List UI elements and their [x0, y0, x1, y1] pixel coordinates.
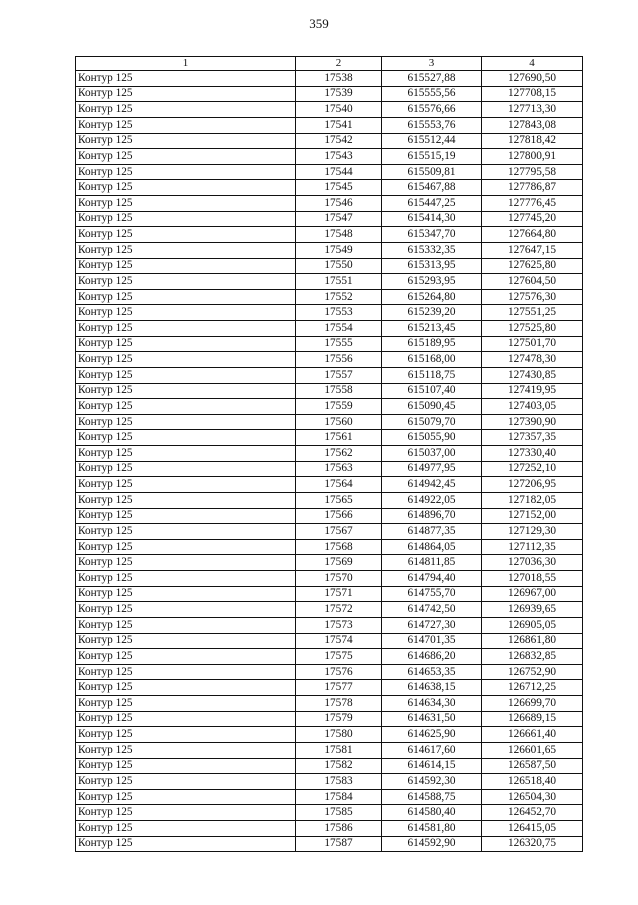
table-row [76, 711, 583, 727]
contour-name-cell: Контур 125 [76, 446, 296, 462]
contour-name-cell: Контур 125 [76, 86, 296, 102]
x-coordinate-cell: 614631,50 [382, 711, 482, 727]
y-coordinate-cell: 126587,50 [482, 758, 583, 774]
table-row [76, 336, 583, 352]
contour-name-cell: Контур 125 [76, 836, 296, 852]
x-coordinate-cell: 614742,50 [382, 602, 482, 618]
x-coordinate-cell: 615189,95 [382, 336, 482, 352]
y-coordinate-cell: 126905,05 [482, 617, 583, 633]
contour-name-cell: Контур 125 [76, 711, 296, 727]
x-coordinate-cell: 614977,95 [382, 461, 482, 477]
x-coordinate-cell: 615090,45 [382, 399, 482, 415]
point-number-cell: 17572 [296, 602, 382, 618]
contour-name-cell: Контур 125 [76, 727, 296, 743]
table-row [76, 508, 583, 524]
y-coordinate-cell: 127551,25 [482, 305, 583, 321]
y-coordinate-cell: 126939,65 [482, 602, 583, 618]
y-coordinate-cell: 127576,30 [482, 289, 583, 305]
y-coordinate-cell: 126504,30 [482, 789, 583, 805]
table-row [76, 117, 583, 133]
point-number-cell: 17559 [296, 399, 382, 415]
x-coordinate-cell: 615168,00 [382, 352, 482, 368]
x-coordinate-cell: 614634,30 [382, 696, 482, 712]
contour-name-cell: Контур 125 [76, 789, 296, 805]
point-number-cell: 17539 [296, 86, 382, 102]
point-number-cell: 17545 [296, 180, 382, 196]
contour-name-cell: Контур 125 [76, 602, 296, 618]
point-number-cell: 17548 [296, 227, 382, 243]
table-row [76, 211, 583, 227]
y-coordinate-cell: 127036,30 [482, 555, 583, 571]
contour-name-cell: Контур 125 [76, 805, 296, 821]
contour-name-cell: Контур 125 [76, 492, 296, 508]
y-coordinate-cell: 127818,42 [482, 133, 583, 149]
y-coordinate-cell: 127800,91 [482, 149, 583, 165]
x-coordinate-cell: 614592,90 [382, 836, 482, 852]
table-row [76, 352, 583, 368]
x-coordinate-cell: 615107,40 [382, 383, 482, 399]
table-row [76, 461, 583, 477]
x-coordinate-cell: 615414,30 [382, 211, 482, 227]
y-coordinate-cell: 127713,30 [482, 102, 583, 118]
table-row [76, 602, 583, 618]
point-number-cell: 17586 [296, 821, 382, 837]
x-coordinate-cell: 615313,95 [382, 258, 482, 274]
y-coordinate-cell: 127745,20 [482, 211, 583, 227]
x-coordinate-cell: 614922,05 [382, 492, 482, 508]
point-number-cell: 17555 [296, 336, 382, 352]
x-coordinate-cell: 615239,20 [382, 305, 482, 321]
x-coordinate-cell: 614794,40 [382, 571, 482, 587]
y-coordinate-cell: 127182,05 [482, 492, 583, 508]
point-number-cell: 17584 [296, 789, 382, 805]
table-row [76, 539, 583, 555]
x-coordinate-cell: 615213,45 [382, 321, 482, 337]
table-row [76, 321, 583, 337]
x-coordinate-cell: 615576,66 [382, 102, 482, 118]
point-number-cell: 17541 [296, 117, 382, 133]
point-number-cell: 17551 [296, 274, 382, 290]
contour-name-cell: Контур 125 [76, 696, 296, 712]
table-row [76, 492, 583, 508]
point-number-cell: 17549 [296, 242, 382, 258]
table-row [76, 696, 583, 712]
table-row [76, 164, 583, 180]
x-coordinate-cell: 615515,19 [382, 149, 482, 165]
point-number-cell: 17581 [296, 742, 382, 758]
contour-name-cell: Контур 125 [76, 758, 296, 774]
y-coordinate-cell: 126518,40 [482, 774, 583, 790]
x-coordinate-cell: 615332,35 [382, 242, 482, 258]
contour-name-cell: Контур 125 [76, 430, 296, 446]
x-coordinate-cell: 615293,95 [382, 274, 482, 290]
point-number-cell: 17570 [296, 571, 382, 587]
point-number-cell: 17554 [296, 321, 382, 337]
contour-name-cell: Контур 125 [76, 258, 296, 274]
y-coordinate-cell: 127786,87 [482, 180, 583, 196]
table-row [76, 305, 583, 321]
table-row [76, 180, 583, 196]
point-number-cell: 17582 [296, 758, 382, 774]
contour-name-cell: Контур 125 [76, 321, 296, 337]
table-row [76, 86, 583, 102]
coordinates-table [75, 56, 583, 852]
page-number: 359 [309, 16, 329, 31]
x-coordinate-cell: 614625,90 [382, 727, 482, 743]
x-coordinate-cell: 615055,90 [382, 430, 482, 446]
x-coordinate-cell: 614614,15 [382, 758, 482, 774]
table-row [76, 227, 583, 243]
point-number-cell: 17538 [296, 71, 382, 87]
column-header: 3 [382, 57, 482, 71]
table-row [76, 586, 583, 602]
y-coordinate-cell: 127625,80 [482, 258, 583, 274]
point-number-cell: 17560 [296, 414, 382, 430]
x-coordinate-cell: 614811,85 [382, 555, 482, 571]
x-coordinate-cell: 614896,70 [382, 508, 482, 524]
contour-name-cell: Контур 125 [76, 742, 296, 758]
point-number-cell: 17540 [296, 102, 382, 118]
contour-name-cell: Контур 125 [76, 461, 296, 477]
y-coordinate-cell: 127129,30 [482, 524, 583, 540]
table-row [76, 789, 583, 805]
x-coordinate-cell: 615264,80 [382, 289, 482, 305]
point-number-cell: 17574 [296, 633, 382, 649]
point-number-cell: 17575 [296, 649, 382, 665]
point-number-cell: 17553 [296, 305, 382, 321]
table-row [76, 836, 583, 852]
contour-name-cell: Контур 125 [76, 149, 296, 165]
table-row [76, 414, 583, 430]
table-row [76, 71, 583, 87]
point-number-cell: 17562 [296, 446, 382, 462]
point-number-cell: 17550 [296, 258, 382, 274]
x-coordinate-cell: 615347,70 [382, 227, 482, 243]
x-coordinate-cell: 614581,80 [382, 821, 482, 837]
contour-name-cell: Контур 125 [76, 305, 296, 321]
table-row [76, 742, 583, 758]
x-coordinate-cell: 615527,88 [382, 71, 482, 87]
point-number-cell: 17569 [296, 555, 382, 571]
x-coordinate-cell: 614877,35 [382, 524, 482, 540]
x-coordinate-cell: 614864,05 [382, 539, 482, 555]
y-coordinate-cell: 126415,05 [482, 821, 583, 837]
x-coordinate-cell: 615079,70 [382, 414, 482, 430]
y-coordinate-cell: 126752,90 [482, 664, 583, 680]
point-number-cell: 17542 [296, 133, 382, 149]
x-coordinate-cell: 615037,00 [382, 446, 482, 462]
table-row [76, 727, 583, 743]
point-number-cell: 17563 [296, 461, 382, 477]
table-row [76, 477, 583, 493]
point-number-cell: 17578 [296, 696, 382, 712]
y-coordinate-cell: 126699,70 [482, 696, 583, 712]
table-row [76, 383, 583, 399]
contour-name-cell: Контур 125 [76, 399, 296, 415]
contour-name-cell: Контур 125 [76, 649, 296, 665]
y-coordinate-cell: 127419,95 [482, 383, 583, 399]
y-coordinate-cell: 127018,55 [482, 571, 583, 587]
y-coordinate-cell: 127252,10 [482, 461, 583, 477]
x-coordinate-cell: 614942,45 [382, 477, 482, 493]
contour-name-cell: Контур 125 [76, 102, 296, 118]
contour-name-cell: Контур 125 [76, 383, 296, 399]
point-number-cell: 17544 [296, 164, 382, 180]
x-coordinate-cell: 615509,81 [382, 164, 482, 180]
contour-name-cell: Контур 125 [76, 539, 296, 555]
point-number-cell: 17577 [296, 680, 382, 696]
x-coordinate-cell: 614592,30 [382, 774, 482, 790]
y-coordinate-cell: 127403,05 [482, 399, 583, 415]
table-header-row [76, 57, 583, 71]
y-coordinate-cell: 127843,08 [482, 117, 583, 133]
point-number-cell: 17565 [296, 492, 382, 508]
y-coordinate-cell: 126601,65 [482, 742, 583, 758]
table-row [76, 821, 583, 837]
point-number-cell: 17583 [296, 774, 382, 790]
y-coordinate-cell: 126689,15 [482, 711, 583, 727]
contour-name-cell: Контур 125 [76, 242, 296, 258]
y-coordinate-cell: 127690,50 [482, 71, 583, 87]
contour-name-cell: Контур 125 [76, 821, 296, 837]
y-coordinate-cell: 126661,40 [482, 727, 583, 743]
y-coordinate-cell: 127604,50 [482, 274, 583, 290]
y-coordinate-cell: 126320,75 [482, 836, 583, 852]
y-coordinate-cell: 126452,70 [482, 805, 583, 821]
column-header: 4 [482, 57, 583, 71]
table-row [76, 149, 583, 165]
contour-name-cell: Контур 125 [76, 571, 296, 587]
contour-name-cell: Контур 125 [76, 664, 296, 680]
contour-name-cell: Контур 125 [76, 508, 296, 524]
table-row [76, 399, 583, 415]
point-number-cell: 17547 [296, 211, 382, 227]
table-row [76, 289, 583, 305]
table-row [76, 258, 583, 274]
point-number-cell: 17567 [296, 524, 382, 540]
contour-name-cell: Контур 125 [76, 633, 296, 649]
contour-name-cell: Контур 125 [76, 211, 296, 227]
point-number-cell: 17571 [296, 586, 382, 602]
contour-name-cell: Контур 125 [76, 477, 296, 493]
point-number-cell: 17543 [296, 149, 382, 165]
y-coordinate-cell: 127430,85 [482, 367, 583, 383]
table-row [76, 774, 583, 790]
y-coordinate-cell: 127708,15 [482, 86, 583, 102]
point-number-cell: 17546 [296, 196, 382, 212]
table-row [76, 524, 583, 540]
table-row [76, 446, 583, 462]
contour-name-cell: Контур 125 [76, 133, 296, 149]
y-coordinate-cell: 127112,35 [482, 539, 583, 555]
point-number-cell: 17585 [296, 805, 382, 821]
y-coordinate-cell: 127525,80 [482, 321, 583, 337]
contour-name-cell: Контур 125 [76, 180, 296, 196]
y-coordinate-cell: 127206,95 [482, 477, 583, 493]
y-coordinate-cell: 127795,58 [482, 164, 583, 180]
point-number-cell: 17573 [296, 617, 382, 633]
point-number-cell: 17557 [296, 367, 382, 383]
y-coordinate-cell: 126712,25 [482, 680, 583, 696]
contour-name-cell: Контур 125 [76, 680, 296, 696]
table-row [76, 430, 583, 446]
y-coordinate-cell: 126861,80 [482, 633, 583, 649]
x-coordinate-cell: 614653,35 [382, 664, 482, 680]
point-number-cell: 17576 [296, 664, 382, 680]
contour-name-cell: Контур 125 [76, 227, 296, 243]
point-number-cell: 17566 [296, 508, 382, 524]
point-number-cell: 17568 [296, 539, 382, 555]
x-coordinate-cell: 614686,20 [382, 649, 482, 665]
table-row [76, 633, 583, 649]
table-row [76, 133, 583, 149]
point-number-cell: 17580 [296, 727, 382, 743]
contour-name-cell: Контур 125 [76, 71, 296, 87]
y-coordinate-cell: 127776,45 [482, 196, 583, 212]
y-coordinate-cell: 126967,00 [482, 586, 583, 602]
column-header: 1 [76, 57, 296, 71]
table-row [76, 196, 583, 212]
contour-name-cell: Контур 125 [76, 117, 296, 133]
table-row [76, 102, 583, 118]
table-row [76, 758, 583, 774]
contour-name-cell: Контур 125 [76, 164, 296, 180]
contour-name-cell: Контур 125 [76, 774, 296, 790]
table-row [76, 367, 583, 383]
y-coordinate-cell: 127390,90 [482, 414, 583, 430]
y-coordinate-cell: 127501,70 [482, 336, 583, 352]
x-coordinate-cell: 614580,40 [382, 805, 482, 821]
contour-name-cell: Контур 125 [76, 196, 296, 212]
contour-name-cell: Контур 125 [76, 555, 296, 571]
x-coordinate-cell: 614701,35 [382, 633, 482, 649]
contour-name-cell: Контур 125 [76, 414, 296, 430]
point-number-cell: 17556 [296, 352, 382, 368]
contour-name-cell: Контур 125 [76, 274, 296, 290]
contour-name-cell: Контур 125 [76, 336, 296, 352]
contour-name-cell: Контур 125 [76, 617, 296, 633]
contour-name-cell: Контур 125 [76, 289, 296, 305]
table-row [76, 649, 583, 665]
y-coordinate-cell: 127152,00 [482, 508, 583, 524]
y-coordinate-cell: 127647,15 [482, 242, 583, 258]
contour-name-cell: Контур 125 [76, 367, 296, 383]
table-row [76, 680, 583, 696]
x-coordinate-cell: 615118,75 [382, 367, 482, 383]
x-coordinate-cell: 614727,30 [382, 617, 482, 633]
x-coordinate-cell: 615467,88 [382, 180, 482, 196]
contour-name-cell: Контур 125 [76, 352, 296, 368]
point-number-cell: 17587 [296, 836, 382, 852]
x-coordinate-cell: 614638,15 [382, 680, 482, 696]
x-coordinate-cell: 614617,60 [382, 742, 482, 758]
y-coordinate-cell: 127330,40 [482, 446, 583, 462]
contour-name-cell: Контур 125 [76, 586, 296, 602]
x-coordinate-cell: 614588,75 [382, 789, 482, 805]
y-coordinate-cell: 127478,30 [482, 352, 583, 368]
column-header: 2 [296, 57, 382, 71]
x-coordinate-cell: 615447,25 [382, 196, 482, 212]
x-coordinate-cell: 615512,44 [382, 133, 482, 149]
table-row [76, 242, 583, 258]
point-number-cell: 17564 [296, 477, 382, 493]
contour-name-cell: Контур 125 [76, 524, 296, 540]
point-number-cell: 17552 [296, 289, 382, 305]
point-number-cell: 17561 [296, 430, 382, 446]
point-number-cell: 17558 [296, 383, 382, 399]
table-row [76, 571, 583, 587]
y-coordinate-cell: 127357,35 [482, 430, 583, 446]
x-coordinate-cell: 615553,76 [382, 117, 482, 133]
table-row [76, 805, 583, 821]
table-row [76, 664, 583, 680]
table-row [76, 555, 583, 571]
point-number-cell: 17579 [296, 711, 382, 727]
table-row [76, 617, 583, 633]
y-coordinate-cell: 127664,80 [482, 227, 583, 243]
table-row [76, 274, 583, 290]
y-coordinate-cell: 126832,85 [482, 649, 583, 665]
x-coordinate-cell: 615555,56 [382, 86, 482, 102]
x-coordinate-cell: 614755,70 [382, 586, 482, 602]
